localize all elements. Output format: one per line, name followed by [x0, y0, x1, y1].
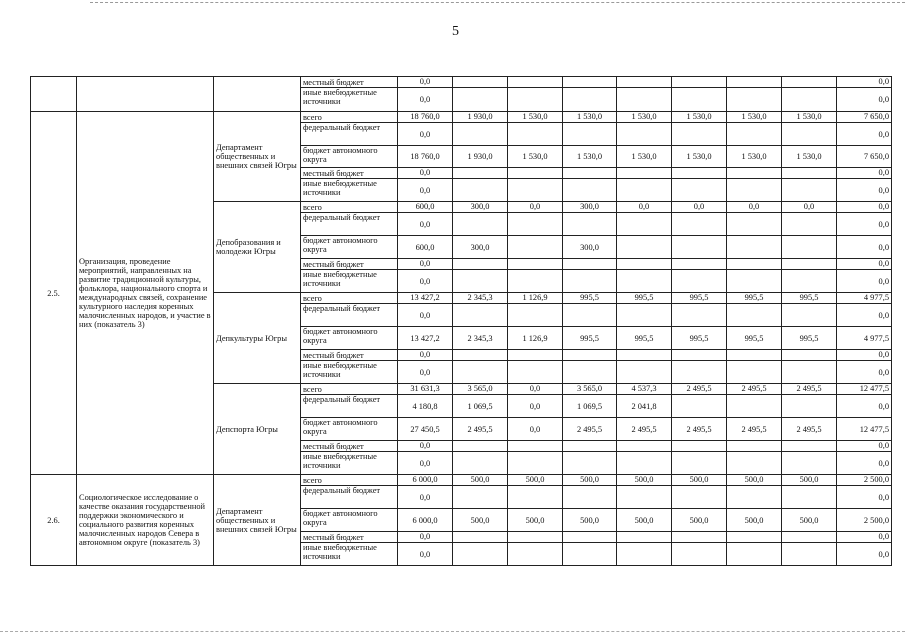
total-cell: 0,0	[837, 270, 892, 293]
value-cell	[453, 213, 508, 236]
value-cell: 2 495,5	[563, 418, 617, 441]
value-cell	[782, 532, 837, 543]
value-cell	[727, 486, 782, 509]
value-cell	[453, 361, 508, 384]
value-cell: 2 495,5	[453, 418, 508, 441]
value-cell	[453, 77, 508, 88]
value-cell	[563, 168, 617, 179]
value-cell	[453, 452, 508, 475]
value-cell: 0,0	[398, 304, 453, 327]
item-number	[31, 77, 77, 112]
value-cell	[508, 452, 563, 475]
value-cell: 1 530,0	[508, 112, 563, 123]
value-cell	[617, 259, 672, 270]
value-cell: 2 495,5	[727, 418, 782, 441]
value-cell: 0,0	[398, 486, 453, 509]
value-cell	[508, 486, 563, 509]
value-cell	[617, 77, 672, 88]
value-cell: 995,5	[782, 327, 837, 350]
value-cell	[782, 213, 837, 236]
budget-table	[30, 76, 892, 566]
total-cell: 0,0	[837, 202, 892, 213]
value-cell	[782, 77, 837, 88]
value-cell: 2 495,5	[727, 384, 782, 395]
value-cell	[782, 543, 837, 566]
value-cell	[672, 543, 727, 566]
total-cell: 2 500,0	[837, 475, 892, 486]
value-cell	[508, 270, 563, 293]
value-cell	[453, 270, 508, 293]
value-cell	[508, 361, 563, 384]
item-name: Организация, проведение мероприятий, направленных на развитие традиционной культуры, фольклора, национального спорта и международных связей, сохранение культурного наследия коренных малочисленных народов, и участие в них (показатель 3)	[77, 112, 214, 475]
funding-source: местный бюджет	[301, 532, 398, 543]
value-cell: 300,0	[563, 236, 617, 259]
value-cell: 500,0	[672, 509, 727, 532]
value-cell: 0,0	[398, 88, 453, 112]
value-cell	[782, 304, 837, 327]
value-cell	[782, 486, 837, 509]
value-cell	[563, 452, 617, 475]
value-cell	[508, 532, 563, 543]
value-cell	[453, 168, 508, 179]
value-cell: 3 565,0	[563, 384, 617, 395]
funding-source: бюджет автономного округа	[301, 327, 398, 350]
total-cell: 2 500,0	[837, 509, 892, 532]
value-cell	[617, 179, 672, 202]
value-cell: 500,0	[617, 509, 672, 532]
value-cell	[453, 486, 508, 509]
value-cell	[617, 361, 672, 384]
value-cell	[617, 350, 672, 361]
value-cell	[672, 213, 727, 236]
value-cell: 1 126,9	[508, 327, 563, 350]
value-cell	[672, 350, 727, 361]
total-cell: 0,0	[837, 77, 892, 88]
value-cell	[727, 304, 782, 327]
value-cell: 500,0	[782, 509, 837, 532]
value-cell	[672, 236, 727, 259]
funding-source: всего	[301, 293, 398, 304]
value-cell	[563, 270, 617, 293]
value-cell	[672, 532, 727, 543]
value-cell	[782, 236, 837, 259]
value-cell: 300,0	[453, 236, 508, 259]
value-cell: 300,0	[453, 202, 508, 213]
funding-source: всего	[301, 112, 398, 123]
value-cell: 995,5	[563, 293, 617, 304]
value-cell	[617, 213, 672, 236]
value-cell	[782, 259, 837, 270]
value-cell: 3 565,0	[453, 384, 508, 395]
value-cell: 0,0	[398, 532, 453, 543]
value-cell	[508, 350, 563, 361]
value-cell	[672, 88, 727, 112]
value-cell	[672, 486, 727, 509]
value-cell: 0,0	[398, 213, 453, 236]
value-cell: 0,0	[398, 452, 453, 475]
executor: Депспорта Югры	[214, 384, 301, 475]
scan-top-edge	[90, 2, 905, 3]
value-cell	[617, 168, 672, 179]
value-cell: 1 530,0	[727, 112, 782, 123]
total-cell: 0,0	[837, 168, 892, 179]
value-cell	[508, 236, 563, 259]
table-row	[31, 77, 892, 88]
value-cell	[672, 441, 727, 452]
funding-source: бюджет автономного округа	[301, 418, 398, 441]
value-cell	[453, 123, 508, 146]
value-cell: 13 427,2	[398, 293, 453, 304]
value-cell: 2 041,8	[617, 395, 672, 418]
value-cell: 0,0	[398, 123, 453, 146]
value-cell: 995,5	[617, 327, 672, 350]
total-cell: 0,0	[837, 123, 892, 146]
value-cell	[672, 304, 727, 327]
value-cell	[508, 88, 563, 112]
value-cell	[617, 543, 672, 566]
value-cell: 0,0	[672, 202, 727, 213]
scan-bottom-edge	[0, 631, 905, 632]
value-cell	[563, 123, 617, 146]
value-cell: 1 530,0	[508, 146, 563, 168]
value-cell	[782, 123, 837, 146]
value-cell: 0,0	[727, 202, 782, 213]
value-cell: 995,5	[727, 293, 782, 304]
total-cell: 0,0	[837, 213, 892, 236]
funding-source: иные внебюджетные источники	[301, 543, 398, 566]
total-cell: 4 977,5	[837, 293, 892, 304]
value-cell	[727, 532, 782, 543]
value-cell: 600,0	[398, 236, 453, 259]
value-cell: 0,0	[782, 202, 837, 213]
executor: Департамент общественных и внешних связей Югры	[214, 475, 301, 566]
value-cell	[782, 441, 837, 452]
funding-source: местный бюджет	[301, 259, 398, 270]
value-cell	[563, 350, 617, 361]
executor	[214, 77, 301, 112]
total-cell: 0,0	[837, 532, 892, 543]
value-cell	[563, 543, 617, 566]
value-cell: 1 530,0	[782, 146, 837, 168]
value-cell	[782, 179, 837, 202]
table-row	[31, 112, 892, 123]
value-cell: 2 495,5	[672, 418, 727, 441]
value-cell	[617, 304, 672, 327]
funding-source: иные внебюджетные источники	[301, 361, 398, 384]
value-cell	[727, 168, 782, 179]
value-cell	[617, 270, 672, 293]
total-cell: 7 650,0	[837, 112, 892, 123]
value-cell: 2 345,3	[453, 327, 508, 350]
value-cell	[727, 543, 782, 566]
value-cell	[617, 452, 672, 475]
value-cell: 0,0	[398, 259, 453, 270]
value-cell: 27 450,5	[398, 418, 453, 441]
funding-source: федеральный бюджет	[301, 395, 398, 418]
value-cell: 500,0	[453, 475, 508, 486]
value-cell	[672, 168, 727, 179]
value-cell: 1 530,0	[563, 146, 617, 168]
value-cell	[508, 213, 563, 236]
funding-source: местный бюджет	[301, 168, 398, 179]
value-cell: 500,0	[617, 475, 672, 486]
funding-source: иные внебюджетные источники	[301, 88, 398, 112]
value-cell	[727, 236, 782, 259]
value-cell	[672, 259, 727, 270]
value-cell: 1 069,5	[453, 395, 508, 418]
value-cell	[617, 123, 672, 146]
value-cell	[727, 350, 782, 361]
funding-source: бюджет автономного округа	[301, 236, 398, 259]
value-cell	[563, 259, 617, 270]
executor: Депобразования и молодежи Югры	[214, 202, 301, 293]
executor: Департамент общественных и внешних связей Югры	[214, 112, 301, 202]
value-cell	[727, 395, 782, 418]
value-cell: 500,0	[727, 475, 782, 486]
value-cell: 1 530,0	[672, 112, 727, 123]
value-cell	[727, 452, 782, 475]
value-cell: 1 530,0	[563, 112, 617, 123]
value-cell: 0,0	[398, 179, 453, 202]
funding-source: местный бюджет	[301, 350, 398, 361]
value-cell: 995,5	[782, 293, 837, 304]
value-cell	[453, 543, 508, 566]
value-cell	[782, 88, 837, 112]
value-cell: 0,0	[398, 168, 453, 179]
value-cell: 1 530,0	[617, 112, 672, 123]
value-cell: 600,0	[398, 202, 453, 213]
value-cell	[782, 395, 837, 418]
page-number: 5	[452, 24, 459, 39]
value-cell: 31 631,3	[398, 384, 453, 395]
value-cell: 18 760,0	[398, 146, 453, 168]
value-cell	[508, 179, 563, 202]
value-cell: 500,0	[453, 509, 508, 532]
value-cell	[782, 361, 837, 384]
value-cell: 1 126,9	[508, 293, 563, 304]
value-cell	[563, 486, 617, 509]
value-cell	[508, 543, 563, 566]
value-cell: 0,0	[398, 270, 453, 293]
value-cell: 1 530,0	[617, 146, 672, 168]
value-cell	[453, 532, 508, 543]
value-cell: 6 000,0	[398, 475, 453, 486]
value-cell: 995,5	[672, 293, 727, 304]
value-cell: 500,0	[508, 509, 563, 532]
funding-source: федеральный бюджет	[301, 213, 398, 236]
value-cell	[672, 179, 727, 202]
value-cell	[672, 361, 727, 384]
value-cell: 18 760,0	[398, 112, 453, 123]
value-cell	[617, 88, 672, 112]
total-cell: 0,0	[837, 441, 892, 452]
value-cell: 995,5	[563, 327, 617, 350]
funding-source: всего	[301, 384, 398, 395]
total-cell: 4 977,5	[837, 327, 892, 350]
value-cell	[617, 236, 672, 259]
value-cell: 1 930,0	[453, 112, 508, 123]
funding-source: федеральный бюджет	[301, 123, 398, 146]
value-cell	[727, 361, 782, 384]
value-cell: 995,5	[617, 293, 672, 304]
funding-source: иные внебюджетные источники	[301, 179, 398, 202]
value-cell	[617, 532, 672, 543]
value-cell	[508, 441, 563, 452]
value-cell	[508, 304, 563, 327]
value-cell	[782, 452, 837, 475]
value-cell	[782, 270, 837, 293]
value-cell	[453, 88, 508, 112]
total-cell: 12 477,5	[837, 418, 892, 441]
value-cell: 0,0	[508, 418, 563, 441]
value-cell: 0,0	[617, 202, 672, 213]
total-cell: 12 477,5	[837, 384, 892, 395]
value-cell	[672, 270, 727, 293]
value-cell: 1 930,0	[453, 146, 508, 168]
value-cell: 6 000,0	[398, 509, 453, 532]
value-cell	[453, 259, 508, 270]
value-cell	[672, 77, 727, 88]
value-cell: 1 530,0	[782, 112, 837, 123]
table-row	[31, 475, 892, 486]
funding-source: всего	[301, 475, 398, 486]
value-cell: 2 495,5	[617, 418, 672, 441]
value-cell	[508, 259, 563, 270]
total-cell: 0,0	[837, 304, 892, 327]
value-cell: 2 495,5	[782, 418, 837, 441]
value-cell	[727, 77, 782, 88]
value-cell: 4 180,8	[398, 395, 453, 418]
value-cell	[727, 88, 782, 112]
value-cell: 300,0	[563, 202, 617, 213]
value-cell	[782, 350, 837, 361]
value-cell	[563, 441, 617, 452]
value-cell	[727, 213, 782, 236]
value-cell: 500,0	[672, 475, 727, 486]
total-cell: 0,0	[837, 259, 892, 270]
value-cell: 0,0	[398, 361, 453, 384]
value-cell	[563, 77, 617, 88]
value-cell	[453, 304, 508, 327]
total-cell: 0,0	[837, 486, 892, 509]
item-name: Социологическое исследование о качестве оказания государственной поддержки экономического и социального развития коренных малочисленных народов Севера в автономном округе (показатель 3)	[77, 475, 214, 566]
value-cell	[453, 179, 508, 202]
funding-source: иные внебюджетные источники	[301, 452, 398, 475]
value-cell: 0,0	[398, 350, 453, 361]
value-cell: 1 530,0	[727, 146, 782, 168]
total-cell: 0,0	[837, 395, 892, 418]
funding-source: федеральный бюджет	[301, 486, 398, 509]
executor: Депкультуры Югры	[214, 293, 301, 384]
value-cell	[782, 168, 837, 179]
value-cell	[727, 270, 782, 293]
value-cell	[617, 441, 672, 452]
total-cell: 0,0	[837, 236, 892, 259]
value-cell: 1 069,5	[563, 395, 617, 418]
value-cell: 500,0	[508, 475, 563, 486]
item-name	[77, 77, 214, 112]
value-cell	[508, 123, 563, 146]
value-cell	[563, 532, 617, 543]
value-cell	[508, 168, 563, 179]
funding-source: всего	[301, 202, 398, 213]
value-cell	[672, 395, 727, 418]
total-cell: 0,0	[837, 350, 892, 361]
value-cell: 0,0	[398, 77, 453, 88]
value-cell	[727, 441, 782, 452]
funding-source: местный бюджет	[301, 77, 398, 88]
value-cell: 500,0	[563, 509, 617, 532]
value-cell	[727, 123, 782, 146]
value-cell	[563, 88, 617, 112]
funding-source: бюджет автономного округа	[301, 146, 398, 168]
total-cell: 0,0	[837, 88, 892, 112]
value-cell: 995,5	[672, 327, 727, 350]
value-cell: 500,0	[782, 475, 837, 486]
value-cell: 1 530,0	[672, 146, 727, 168]
total-cell: 0,0	[837, 543, 892, 566]
funding-source: федеральный бюджет	[301, 304, 398, 327]
total-cell: 0,0	[837, 452, 892, 475]
value-cell: 0,0	[508, 202, 563, 213]
value-cell: 500,0	[727, 509, 782, 532]
value-cell	[563, 213, 617, 236]
value-cell	[563, 179, 617, 202]
value-cell: 2 495,5	[782, 384, 837, 395]
total-cell: 0,0	[837, 179, 892, 202]
funding-source: бюджет автономного округа	[301, 509, 398, 532]
value-cell	[453, 441, 508, 452]
total-cell: 7 650,0	[837, 146, 892, 168]
value-cell	[727, 259, 782, 270]
value-cell: 0,0	[508, 395, 563, 418]
item-number: 2.5.	[31, 112, 77, 475]
value-cell: 500,0	[563, 475, 617, 486]
value-cell	[617, 486, 672, 509]
value-cell	[563, 361, 617, 384]
value-cell	[453, 350, 508, 361]
value-cell	[672, 452, 727, 475]
item-number: 2.6.	[31, 475, 77, 566]
value-cell	[727, 179, 782, 202]
value-cell: 4 537,3	[617, 384, 672, 395]
value-cell: 995,5	[727, 327, 782, 350]
funding-source: местный бюджет	[301, 441, 398, 452]
value-cell: 2 495,5	[672, 384, 727, 395]
value-cell	[563, 304, 617, 327]
funding-source: иные внебюджетные источники	[301, 270, 398, 293]
value-cell: 2 345,3	[453, 293, 508, 304]
total-cell: 0,0	[837, 361, 892, 384]
value-cell: 0,0	[508, 384, 563, 395]
value-cell: 0,0	[398, 543, 453, 566]
value-cell	[672, 123, 727, 146]
value-cell: 0,0	[398, 441, 453, 452]
value-cell	[508, 77, 563, 88]
value-cell: 13 427,2	[398, 327, 453, 350]
